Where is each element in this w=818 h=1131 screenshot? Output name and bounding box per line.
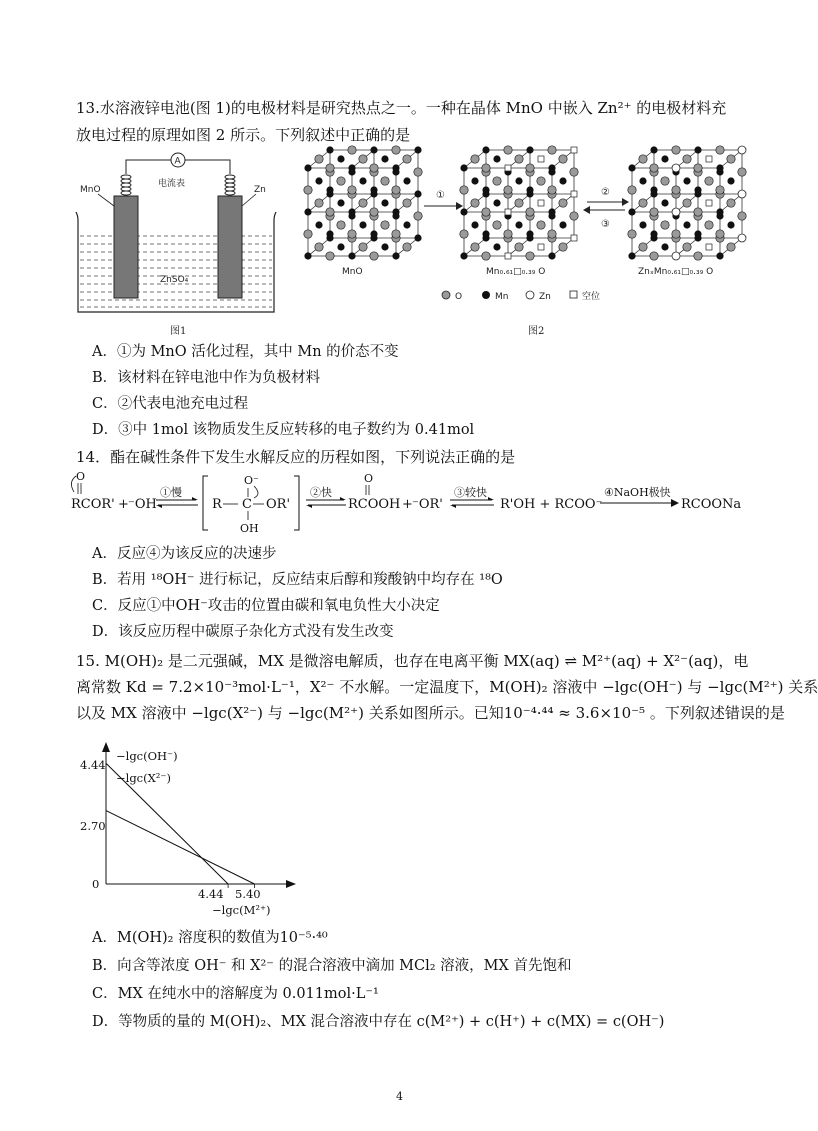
mn-atom: [370, 186, 377, 193]
mn-atom: [370, 146, 377, 153]
o-atom: [705, 221, 713, 229]
o-atom: [359, 155, 367, 163]
zn-atom: [672, 252, 680, 260]
o-atom: [628, 186, 636, 194]
o-atom: [537, 177, 545, 185]
mn-atom: [326, 186, 333, 193]
mn-atom: [337, 199, 344, 206]
intermediate-c: C: [242, 497, 252, 512]
o-atom: [359, 243, 367, 251]
mn-atom: [381, 155, 388, 162]
ytick-4-44: 4.44: [80, 758, 106, 772]
mn-atom: [515, 177, 522, 184]
mn-atom: [526, 146, 533, 153]
mn-atom: [326, 230, 333, 237]
solution-lines: [80, 236, 272, 307]
mn-atom: [359, 221, 366, 228]
intermediate-top: O⁻: [244, 474, 259, 487]
mn-atom: [694, 146, 701, 153]
vacancy-site: [571, 191, 577, 197]
zn-electrode: [218, 196, 242, 298]
xtick-4-44: 4.44: [198, 887, 224, 901]
o-atom: [493, 177, 501, 185]
legend-mn-icon: [482, 291, 490, 299]
mn-atom: [661, 155, 668, 162]
mn-atom: [548, 164, 555, 171]
o-atom: [348, 186, 356, 194]
q14-option-d: D．该反应历程中碳原子杂化方式没有发生改变: [92, 624, 394, 640]
o-atom: [628, 230, 636, 238]
mn-atom: [661, 243, 668, 250]
vacancy-site: [505, 253, 511, 259]
q15-option-b: B．向含等浓度 OH⁻ 和 X²⁻ 的混合溶液中滴加 MCl₂ 溶液，MX 首先饱和: [92, 958, 572, 974]
mn-atom: [460, 164, 467, 171]
legend-zn: Zn: [539, 292, 551, 302]
vacancy-site: [571, 147, 577, 153]
mn-atom: [304, 252, 311, 259]
mn-atom: [460, 208, 467, 215]
mn-atom: [661, 199, 668, 206]
mn-atom: [650, 186, 657, 193]
step1-slow: ①慢: [160, 486, 182, 499]
o-atom: [326, 164, 334, 172]
o-atom: [650, 252, 658, 260]
o-atom: [570, 168, 578, 176]
mno-electrode-label: MnO: [80, 185, 101, 195]
legend-o: O: [455, 292, 463, 302]
o-atom: [403, 199, 411, 207]
mn-atom: [348, 208, 355, 215]
o-atom: [570, 212, 578, 220]
q15-option-d: D．等物质的量的 M(OH)₂、MX 混合溶液中存在 c(M²⁺) + c(H⁺) + c(MX) = c(OH⁻): [92, 1014, 665, 1030]
o-atom: [460, 186, 468, 194]
o-atom: [304, 186, 312, 194]
o-atom: [326, 252, 334, 260]
curved-arrow-2-icon: [254, 486, 258, 498]
zn-atom: [672, 164, 680, 172]
mechanism-diagram: [68, 468, 742, 540]
o-atom: [504, 186, 512, 194]
mn-atom: [493, 243, 500, 250]
o-atom: [460, 230, 468, 238]
o-atom: [537, 221, 545, 229]
legend-vacancy: 空位: [582, 292, 601, 302]
mn-atom: [639, 221, 646, 228]
mn-atom: [315, 221, 322, 228]
o-atom: [683, 155, 691, 163]
o-atom: [672, 230, 680, 238]
mn-atom: [482, 186, 489, 193]
o-atom: [526, 164, 534, 172]
o-atom: [315, 243, 323, 251]
mn-atom: [526, 186, 533, 193]
o-atom: [526, 208, 534, 216]
q13-stem-line1: 13.水溶液锌电池(图 1)的电极材料是研究热点之一。一种在晶体 MnO 中嵌入 Zn²⁺ 的电极材料充: [76, 99, 727, 117]
crystal3-label: ZnₓMn₀.₆₁□₀.₃₉ O: [638, 267, 714, 277]
y-axis-arrow-icon: [102, 742, 110, 752]
ammeter-symbol: A: [174, 156, 181, 167]
o-atom: [414, 212, 422, 220]
ytick-2-70: 2.70: [80, 819, 106, 833]
o-atom: [716, 186, 724, 194]
legend-mn: Mn: [495, 292, 509, 302]
mn-atom: [337, 243, 344, 250]
left-spring-icon: [121, 175, 131, 195]
intermediate-r: R: [212, 497, 222, 512]
o-atom: [727, 199, 735, 207]
step3-label: ③: [601, 219, 610, 230]
q14-stem: 14．酯在碱性条件下发生水解反应的历程如图，下列说法正确的是: [76, 448, 516, 466]
plus-2: +: [402, 497, 413, 512]
series-line-shallow: [106, 811, 255, 884]
mn-atom: [727, 177, 734, 184]
zn-atom: [738, 146, 746, 154]
step3-faster: ③较快: [454, 486, 487, 499]
crystal-zn-inserted: [628, 146, 746, 260]
mn-atom: [403, 177, 410, 184]
o-atom: [559, 155, 567, 163]
intermediate-bottom: OH: [240, 522, 259, 535]
mn-atom: [650, 230, 657, 237]
o-atom: [315, 155, 323, 163]
o-atom: [694, 252, 702, 260]
o-atom: [370, 164, 378, 172]
o-atom: [414, 168, 422, 176]
legend-zn-icon: [526, 291, 534, 299]
mn-atom: [628, 208, 635, 215]
mn-atom: [639, 177, 646, 184]
o-atom: [727, 243, 735, 251]
zn-atom: [672, 208, 680, 216]
q14-option-c: C．反应①中OH⁻攻击的位置由碳和氧电负性大小决定: [92, 598, 440, 614]
mn-atom: [392, 164, 399, 171]
o-atom: [392, 230, 400, 238]
alkoxide: ⁻OR': [412, 497, 443, 512]
mn-atom: [482, 146, 489, 153]
step2-label: ②: [601, 187, 610, 198]
o-atom: [471, 155, 479, 163]
o-atom: [716, 146, 724, 154]
mn-atom: [370, 230, 377, 237]
o-atom: [515, 199, 523, 207]
o-atom: [559, 199, 567, 207]
plus-1: +: [118, 497, 129, 512]
mn-atom: [304, 208, 311, 215]
q13-option-b: B．该材料在锌电池中作为负极材料: [92, 370, 321, 386]
crystal-figure: [300, 152, 760, 312]
mn-atom: [403, 221, 410, 228]
mn-atom: [337, 155, 344, 162]
zn-electrode-label: Zn: [254, 185, 266, 195]
o-atom: [672, 186, 680, 194]
x-axis-arrow-icon: [286, 880, 296, 888]
mn-atom: [392, 208, 399, 215]
o-atom: [403, 243, 411, 251]
o-atom: [493, 221, 501, 229]
mn-atom: [548, 208, 555, 215]
o-atom: [705, 177, 713, 185]
fig2-caption: 图2: [528, 326, 545, 337]
fig1-caption: 图1: [170, 326, 187, 337]
mn-atom: [348, 252, 355, 259]
o-atom: [661, 221, 669, 229]
q13-stem-line2: 放电过程的原理如图 2 所示。下列叙述中正确的是: [76, 126, 411, 144]
mn-atom: [414, 146, 421, 153]
acid-carbonyl-o: O: [364, 472, 374, 485]
q15-graph: [80, 738, 320, 922]
o-atom: [650, 208, 658, 216]
o-atom: [348, 230, 356, 238]
o-atom: [359, 199, 367, 207]
mn-atom: [716, 208, 723, 215]
solution-label: ZnSO₄: [160, 275, 189, 285]
mn-atom: [493, 199, 500, 206]
ytick-0: 0: [92, 877, 100, 891]
o-atom: [515, 243, 523, 251]
o-atom: [471, 199, 479, 207]
final-product: RCOONa: [681, 497, 742, 512]
o-atom: [738, 212, 746, 220]
o-atom: [381, 177, 389, 185]
mn-atom: [628, 252, 635, 259]
o-atom: [403, 155, 411, 163]
mno-electrode: [114, 196, 138, 298]
q14-option-b: B．若用 ¹⁸OH⁻ 进行标记，反应结束后醇和羧酸钠中均存在 ¹⁸O: [92, 572, 503, 588]
ylabel-oh: −lgc(OH⁻): [116, 749, 178, 763]
o-atom: [694, 208, 702, 216]
ylabel-x: −lgc(X²⁻): [116, 771, 171, 785]
o-atom: [326, 208, 334, 216]
o-atom: [683, 199, 691, 207]
o-atom: [304, 230, 312, 238]
vacancy-site: [505, 165, 511, 171]
mn-atom: [559, 221, 566, 228]
o-atom: [526, 252, 534, 260]
vacancy-site: [538, 156, 544, 162]
crystal-mno: [304, 146, 422, 260]
legend-o-icon: [442, 291, 450, 299]
mn-atom: [359, 177, 366, 184]
mn-atom: [315, 177, 322, 184]
o-atom: [559, 243, 567, 251]
ester-carbonyl-o: O: [76, 470, 86, 483]
q13-option-a: A．①为 MnO 活化过程，其中 Mn 的价态不变: [92, 344, 399, 360]
mn-atom: [471, 177, 478, 184]
vacancy-site: [505, 209, 511, 215]
vacancy-site: [571, 235, 577, 241]
intermediate-or: OR': [266, 497, 291, 512]
o-atom: [370, 252, 378, 260]
mn-atom: [493, 155, 500, 162]
vacancy-site: [706, 244, 712, 250]
mn-atom: [460, 252, 467, 259]
legend-vacancy-icon: [570, 291, 577, 298]
page-number: 4: [396, 1090, 403, 1103]
mn-atom: [683, 177, 690, 184]
mn-atom: [559, 177, 566, 184]
mn-atom: [716, 164, 723, 171]
mn-atom: [716, 252, 723, 259]
q14-option-a: A．反应④为该反应的决速步: [92, 546, 277, 562]
o-atom: [337, 177, 345, 185]
beaker: [76, 212, 276, 312]
o-atom: [650, 164, 658, 172]
crystal1-label: MnO: [342, 267, 363, 277]
zn-atom: [738, 234, 746, 242]
vacancy-site: [706, 200, 712, 206]
o-atom: [381, 221, 389, 229]
xtick-5-40: 5.40: [235, 887, 261, 901]
q15-stem-line3: 以及 MX 溶液中 −lgc(X²⁻) 与 −lgc(M²⁺) 关系如图所示。已知10⁻⁴·⁴⁴ ≈ 3.6×10⁻⁵ 。下列叙述错误的是: [76, 704, 785, 722]
battery-figure: [68, 150, 298, 330]
o-atom: [504, 230, 512, 238]
vacancy-site: [706, 156, 712, 162]
o-atom: [548, 186, 556, 194]
step3-products: R'OH + RCOO⁻: [500, 497, 603, 512]
o-atom: [548, 230, 556, 238]
zn-atom: [738, 190, 746, 198]
q15-option-c: C．MX 在纯水中的溶解度为 0.011mol·L⁻¹: [92, 986, 379, 1002]
mn-atom: [515, 221, 522, 228]
o-atom: [738, 168, 746, 176]
o-atom: [639, 243, 647, 251]
ester-formula: RCOR': [71, 497, 115, 512]
vacancy-site: [538, 200, 544, 206]
o-atom: [515, 155, 523, 163]
mn-atom: [304, 164, 311, 171]
o-atom: [661, 177, 669, 185]
o-atom: [694, 164, 702, 172]
o-atom: [727, 155, 735, 163]
o-atom: [672, 146, 680, 154]
o-atom: [392, 146, 400, 154]
mn-atom: [381, 243, 388, 250]
o-atom: [482, 164, 490, 172]
o-atom: [639, 199, 647, 207]
q15-option-a: A．M(OH)₂ 溶度积的数值为10⁻⁵·⁴⁰: [92, 930, 328, 946]
mn-atom: [326, 146, 333, 153]
mn-atom: [348, 164, 355, 171]
o-atom: [482, 252, 490, 260]
mn-atom: [392, 252, 399, 259]
ammeter-label: 电流表: [158, 179, 186, 189]
o-atom: [482, 208, 490, 216]
o-atom: [504, 146, 512, 154]
q15-stem-line2: 离常数 Kd = 7.2×10⁻³mol·L⁻¹，X²⁻ 不水解。一定温度下，M(OH)₂ 溶液中 −lgc(OH⁻) 与 −lgc(M²⁺) 关系: [76, 678, 818, 696]
o-atom: [471, 243, 479, 251]
mn-atom: [381, 199, 388, 206]
q13-option-c: C．②代表电池充电过程: [92, 396, 249, 412]
o-atom: [337, 221, 345, 229]
mn-atom: [471, 221, 478, 228]
mn-atom: [628, 164, 635, 171]
mn-atom: [414, 234, 421, 241]
step4-naoh: ④NaOH极快: [604, 486, 671, 499]
crystal-activated: [460, 146, 578, 260]
o-atom: [370, 208, 378, 216]
o-atom: [716, 230, 724, 238]
mn-atom: [727, 221, 734, 228]
o-atom: [348, 146, 356, 154]
o-atom: [639, 155, 647, 163]
right-spring-icon: [225, 175, 235, 195]
mn-atom: [482, 230, 489, 237]
vacancy-site: [538, 244, 544, 250]
mn-atom: [694, 186, 701, 193]
mn-atom: [694, 230, 701, 237]
mn-atom: [526, 230, 533, 237]
o-atom: [392, 186, 400, 194]
q13-option-d: D．③中 1mol 该物质发生反应转移的电子数约为 0.41mol: [92, 422, 475, 438]
xlabel: −lgc(M²⁺): [212, 903, 271, 917]
step2-fast: ②快: [310, 486, 332, 499]
step1-label: ①: [436, 190, 445, 201]
crystal2-label: Mn₀.₆₁□₀.₃₉ O: [486, 267, 546, 277]
acid-formula: RCOOH: [348, 497, 401, 512]
o-atom: [548, 146, 556, 154]
mn-atom: [650, 146, 657, 153]
mn-atom: [548, 252, 555, 259]
o-atom: [315, 199, 323, 207]
q15-stem-line1: 15. M(OH)₂ 是二元强碱，MX 是微溶电解质，也存在电离平衡 MX(aq) ⇌ M²⁺(aq) + X²⁻(aq)，电: [76, 652, 749, 670]
hydroxide: ⁻OH: [128, 497, 157, 512]
mn-atom: [683, 221, 690, 228]
mn-atom: [414, 190, 421, 197]
o-atom: [683, 243, 691, 251]
